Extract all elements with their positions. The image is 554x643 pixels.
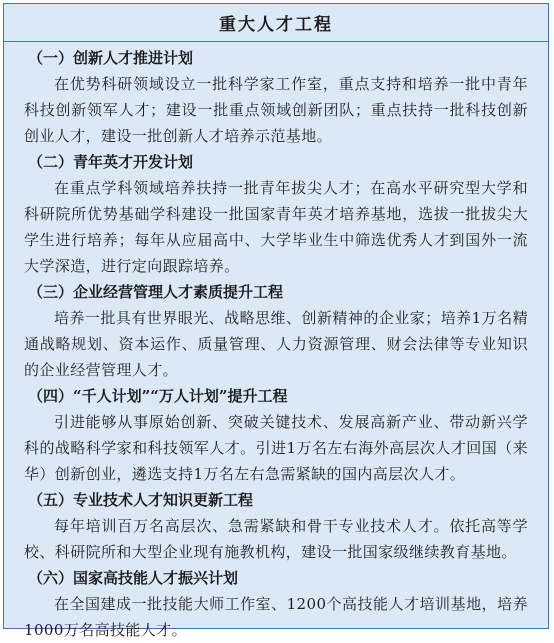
section-heading: （四）“千人计划”“万人计划”提升工程 [28, 387, 288, 405]
section-body: 在优势科研领域设立一批科学家工作室，重点支持和培养一批中青年科技创新领军人才；建设一批重点领域创新团队；重点扶持一批科技创新创业人才，建设一批创新人才培养示范基地。 [24, 75, 528, 145]
title-bar [4, 4, 548, 42]
section-1 [24, 45, 528, 149]
section-body: 引进能够从事原始创新、突破关键技术、发展高新产业、带动新兴学科的战略科学家和科技领军人才。引进1万名左右海外高层次人才回国（来华）创新创业，遴选支持1万名左右急需紧缺的国内高层次人才。 [24, 413, 528, 483]
section-2 [24, 149, 528, 279]
box-title: 重大人才工程 [219, 15, 333, 35]
section-4 [24, 383, 528, 487]
section-body: 培养一批具有世界眼光、战略思维、创新精神的企业家；培养1万名精通战略规划、资本运作、质量管理、人力资源管理、财会法律等专业知识的企业经营管理人才。 [24, 309, 528, 379]
section-3 [24, 279, 528, 383]
section-body: 在重点学科领域培养扶持一批青年拔尖人才；在高水平研究型大学和科研院所优势基础学科建设一批国家青年英才培养基地，选拔一批拔尖大学生进行培养；每年从应届高中、大学毕业生中筛选优秀人才到国外一流大学深造，进行定向跟踪培养。 [24, 179, 528, 275]
section-body: 在全国建成一批技能大师工作室、1200个高技能人才培训基地，培养1000万名高技能人才。 [24, 595, 528, 639]
section-heading: （三）企业经营管理人才素质提升工程 [28, 283, 284, 301]
box-content [4, 42, 548, 643]
section-heading: （二）青年英才开发计划 [28, 153, 194, 171]
section-heading: （一）创新人才推进计划 [28, 49, 194, 67]
section-body: 每年培训百万名高层次、急需紧缺和骨干专业技术人才。依托高等学校、科研院所和大型企业现有施教机构，建设一批国家级继续教育基地。 [24, 517, 528, 561]
section-heading: （六）国家高技能人才振兴计划 [28, 569, 239, 587]
section-heading: （五）专业技术人才知识更新工程 [28, 491, 254, 509]
section-6 [24, 565, 528, 643]
info-box [3, 3, 549, 639]
section-5 [24, 487, 528, 565]
